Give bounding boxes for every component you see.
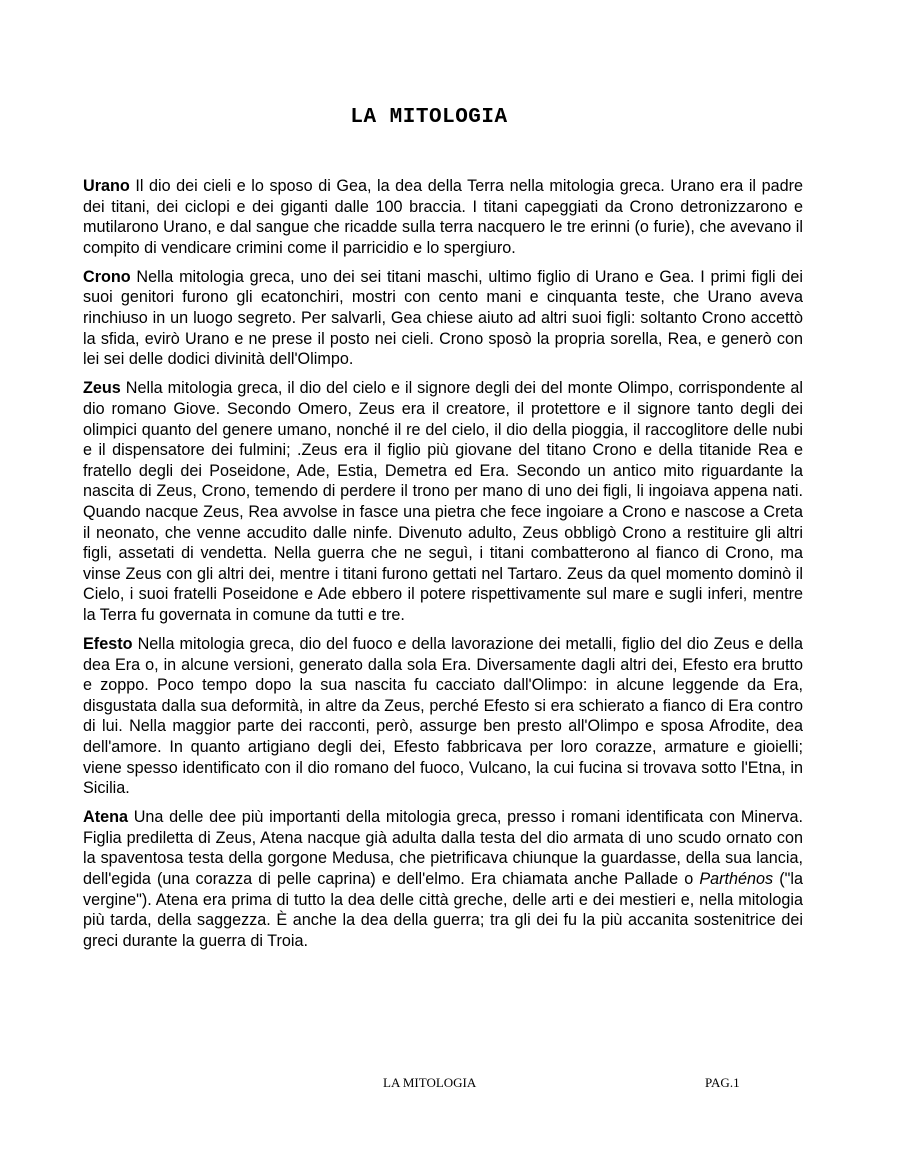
entry-term: Zeus xyxy=(83,379,121,398)
entry-text: Nella mitologia greca, dio del fuoco e della lavorazione dei metalli, figlio del dio Zeus e della dea Era o, in alcune versioni, generato dalla sola Era. Diversamente dagli altri dei, Efesto era brutto e zoppo. Poco tempo dopo la sua nascita fu cacciato dall'Olimpo: in alcune leggende da Era, disgustata dalla sua deformità, in altre da Zeus, perché Efesto si era schierato a fianco di Era contro di lui. Nella maggior parte dei racconti, però, assurge ben presto all'Olimpo e sposa Afrodite, dea dell'amore. In quanto artigiano degli dei, Efesto fabbricava per loro corazze, armature e gioielli; viene spesso identificato con il dio romano del fuoco, Vulcano, la cui fucina si trovava sotto l'Etna, in Sicilia. xyxy=(83,634,803,798)
document-body xyxy=(83,176,803,960)
entry-text: Il dio dei cieli e lo sposo di Gea, la dea della Terra nella mitologia greca. Urano era il padre dei titani, dei ciclopi e dei giganti dalle 100 braccia. I titani capeggiati da Crono detronizzarono e mutilarono Urano, e dal sangue che ricadde sulla terra nacquero le tre erinni (o furie), che avevano il compito di vendicare crimini come il parricidio e lo spergiuro. xyxy=(83,177,803,257)
entry-text: Nella mitologia greca, il dio del cielo e il signore degli dei del monte Olimpo, corrispondente al dio romano Giove. Secondo Omero, Zeus era il creatore, il protettore e il signore tanto degli dei olimpici quanto del genere umano, nonché il re del cielo, il dio della pioggia, il raccoglitore delle nubi e il dispensatore dei fulmini; .Zeus era il figlio più giovane del titano Crono e della titanide Rea e fratello degli dei Poseidone, Ade, Estia, Demetra ed Era. Secondo un antico mito riguardante la nascita di Zeus, Crono, temendo di perdere il trono per mano di uno dei figli, li ingoiava appena nati. Quando nacque Zeus, Rea avvolse in fasce una pietra che fece ingoiare a Crono e nascose a Creta il neonato, che venne accudito dalle ninfe. Divenuto adulto, Zeus obbligò Crono a restituire gli altri figli, assetati di vendetta. Nella guerra che ne seguì, i titani combatterono al fianco di Crono, ma vinse Zeus con gli altri dei, mentre i titani furono gettati nel Tartaro. Zeus da quel momento dominò il Cielo, i suoi fratelli Poseidone e Ade ebbero il potere rispettivamente sul mare e sugli inferi, mentre la Terra fu governata in comune da tutti e tre. xyxy=(83,379,803,624)
document-title: LA MITOLOGIA xyxy=(350,106,508,129)
entry-term: Atena xyxy=(83,808,128,827)
entry-term: Efesto xyxy=(83,634,133,653)
entry-term: Urano xyxy=(83,177,130,195)
entry-urano xyxy=(83,176,803,258)
entry-text: Nella mitologia greca, uno dei sei titani maschi, ultimo figlio di Urano e Gea. I primi figli dei suoi genitori furono gli ecatonchiri, mostri con cento mani e cinquanta teste, che Urano aveva rinchiuso in un luogo segreto. Per salvarli, Gea chiese aiuto ad altri suoi figli: soltanto Crono accettò la sfida, evirò Urano e ne prese il posto nei cieli. Crono sposò la propria sorella, Rea, e generò con lei sei delle dodici divinità dell'Olimpo. xyxy=(83,267,803,369)
entry-crono xyxy=(83,267,803,370)
entry-italic-term: Parthénos xyxy=(699,870,774,888)
entry-text: Una delle dee più importanti della mitologia greca, presso i romani identificata con Minerva. Figlia prediletta di Zeus, Atena nacque già adulta dalla testa del dio armata di uno scudo ornato con la spaventosa testa della gorgone Medusa, che pietrificava chiunque la guardasse, della sua lancia, dell'egida (una corazza di pelle caprina) e dell'elmo. Era chiamata anche Pallade o xyxy=(83,808,803,888)
entry-text: ("la vergine"). Atena era prima di tutto la dea delle città greche, delle arti e dei mestieri e, nella mitologia più tarda, della saggezza. È anche la dea della guerra; tra gli dei fu la più accanita sostenitrice dei greci durante la guerra di Troia. xyxy=(83,870,803,950)
entry-zeus xyxy=(83,378,803,625)
entry-efesto xyxy=(83,634,803,799)
footer-title: LA MITOLOGIA xyxy=(383,1075,477,1090)
entry-atena xyxy=(83,807,803,951)
footer-page-number: PAG.1 xyxy=(705,1075,740,1090)
entry-term: Crono xyxy=(83,267,131,286)
